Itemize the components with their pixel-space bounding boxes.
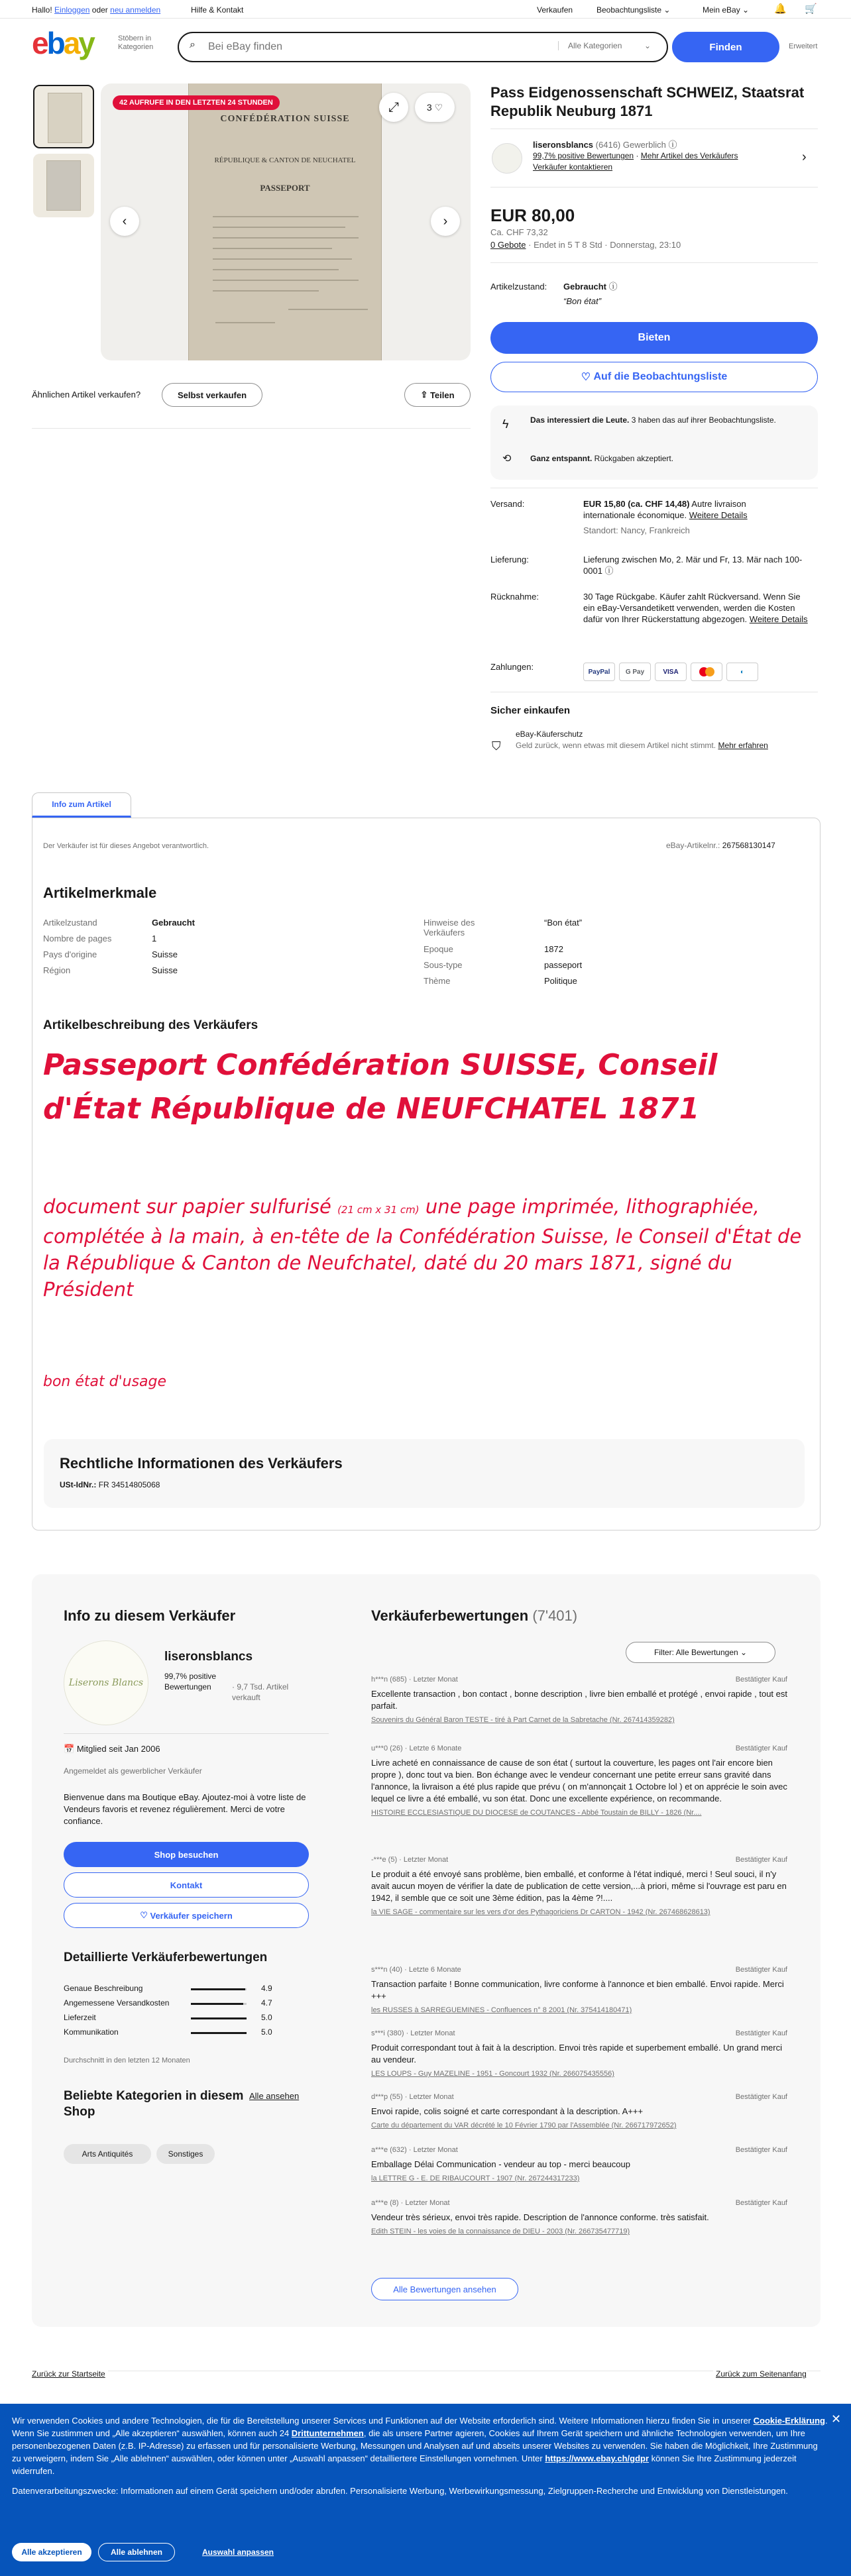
cookie-purposes: Datenverarbeitungszwecke: Informationen auf einem Gerät speichern und/oder abrufen. Personalisierte Werbung, Werbewirkungsmessung, Zielgruppen-Recherche und Entwicklung von Dienstleistungen.	[12, 2486, 788, 2496]
positive-feedback-link[interactable]: 99,7% positive Bewertungen	[533, 151, 634, 160]
verified-purchase: Bestätigter Kauf	[735, 2146, 787, 2154]
feedback-item	[371, 1854, 787, 1918]
sell-similar-button[interactable]: Selbst verkaufen	[162, 383, 262, 407]
delivery-info: Lieferung zwischen Mo, 2. Mär und Fr, 13. Mär nach 100-0001 ⓘ	[583, 555, 803, 576]
back-home-link[interactable]: Zurück zur Startseite	[32, 2369, 108, 2379]
feedback-user: s***i (380) · Letzter Monat	[371, 2029, 455, 2037]
lightning-icon: ϟ	[502, 417, 509, 431]
verified-purchase: Bestätigter Kauf	[735, 2199, 787, 2207]
feedback-user: s***n (40) · Letzte 6 Monate	[371, 1966, 461, 1974]
verified-purchase: Bestätigter Kauf	[735, 1744, 787, 1752]
cookie-text: Wir verwenden Cookies und andere Technologien, die für die Bereitstellung unserer Services und Funktionen auf der Website erforderlich sind. Weitere Informationen hierzu finden Sie in unserer Cookie-Erklärung. Wenn Sie zustimmen und „Alle akzeptieren“ auswählen, können auch 24 Drittunternehmen, die als unsere Partner agieren, Cookies auf Ihrem Gerät speichern und ähnliche Technologien verwenden, um Ihre personenbezogenen Daten (z.B. IP-Adresse) zu erfassen und für personalisierte Werbung, Messungen und Analysen auf und abseits unserer Websites zu verwenden. Sie haben die Möglichkeit, Ihre Zustimmung zu verweigern, indem Sie „Alle ablehnen“ auswählen, oder können unter „Auswahl anpassen“ detailliertere Einstellungen vornehmen. Unter https://www.ebay.ch/gdpr können Sie Ihre Zustimmung jederzeit widerrufen.	[12, 2416, 828, 2476]
mastercard-icon	[691, 663, 722, 681]
contact-button[interactable]: Kontakt	[64, 1872, 309, 1898]
more-items-link[interactable]: Mehr Artikel des Verkäufers	[640, 151, 738, 160]
feedback-text: Vendeur très sérieux, envoi très rapide. Description de l'annonce conforme. très satisfait.	[371, 2212, 709, 2222]
help-link[interactable]: Hilfe & Kontakt	[191, 5, 244, 15]
back-to-top-link[interactable]: Zurück zum Seitenanfang	[713, 2369, 807, 2379]
feedback-title: Verkäuferbewertungen (7'401)	[371, 1607, 578, 1624]
feedback-user: a***e (8) · Letzter Monat	[371, 2199, 450, 2207]
spec-value: Suisse	[152, 949, 178, 959]
spec-value: passeport	[544, 960, 583, 970]
shipping-details-link[interactable]: Weitere Details	[689, 510, 748, 520]
register-link[interactable]: neu anmelden	[110, 5, 161, 15]
feedback-item	[371, 1674, 787, 1726]
rating-value: 4.7	[261, 1998, 272, 2008]
spec-value: 1	[152, 934, 157, 943]
third-parties-link[interactable]: Drittunternehmen	[291, 2428, 364, 2438]
seller-positive: 99,7% positive Bewertungen	[164, 1672, 217, 1691]
feedback-item	[371, 2027, 787, 2080]
condition-label: Artikelzustand:	[490, 282, 547, 292]
verified-purchase: Bestätigter Kauf	[735, 1856, 787, 1864]
rating-value: 5.0	[261, 2027, 272, 2037]
bids-link[interactable]: 0 Gebote	[490, 240, 526, 250]
verified-purchase: Bestätigter Kauf	[735, 1966, 787, 1974]
seller-card: liseronsblancs (6416) Gewerblich ⓘ 99,7% positive Bewertungen · Mehr Artikel des Verkäufers Verkäufer kontaktieren	[533, 140, 738, 172]
bid-button[interactable]: Bieten	[490, 322, 818, 354]
condition-value: Gebraucht ⓘ	[563, 282, 618, 292]
divider	[490, 187, 818, 188]
search-bar	[178, 32, 668, 62]
spec-value: “Bon état”	[544, 918, 583, 928]
spec-label: Hinweise des Verkäufers	[424, 918, 475, 938]
rating-bar-fill	[191, 2032, 247, 2034]
category-select[interactable]: Alle Kategorien ⌄	[558, 41, 657, 50]
price: EUR 80,00	[490, 205, 575, 225]
feedback-user: u***0 (26) · Letzte 6 Monate	[371, 1744, 462, 1752]
cart-icon[interactable]: 🛒	[805, 3, 817, 15]
buyer-protection: eBay-Käuferschutz Geld zurück, wenn etwas mit diesem Artikel nicht stimmt. Mehr erfahren	[516, 729, 768, 750]
gdpr-link[interactable]: https://www.ebay.ch/gdpr	[545, 2453, 650, 2463]
spec-value: 1872	[544, 944, 563, 954]
verified-purchase: Bestätigter Kauf	[735, 2029, 787, 2037]
spec-label: Thème	[424, 976, 451, 986]
rating-label: Genaue Beschreibung	[64, 1984, 143, 1993]
seller-sold: · 9,7 Tsd. Artikel verkauft	[232, 1682, 289, 1702]
rating-bar-fill	[191, 2017, 247, 2019]
reject-all-button[interactable]: Alle ablehnen	[98, 2543, 175, 2561]
shipping-label: Versand:	[490, 499, 525, 509]
category-chip-arts-antiquites[interactable]: Arts Antiquités	[64, 2144, 151, 2164]
description-title: Artikelbeschreibung des Verkäufers	[43, 1018, 258, 1032]
search-icon: ⌕	[190, 39, 196, 50]
detailed-ratings-title: Detaillierte Verkäuferbewertungen	[64, 1951, 268, 1964]
rating-label: Kommunikation	[64, 2027, 119, 2037]
customize-button[interactable]: Auswahl anpassen	[201, 2547, 274, 2557]
seller-info-title: Info zu diesem Verkäufer	[64, 1607, 236, 1624]
returns-details-link[interactable]: Weitere Details	[749, 614, 808, 624]
passport-document-image: CONFÉDÉRATION SUISSE RÉPUBLIQUE & CANTON DE NEUCHATEL PASSEPORT	[188, 83, 382, 360]
divider	[490, 262, 818, 263]
sell-link[interactable]: Verkaufen	[537, 5, 573, 15]
interest-text: Das interessiert die Leute. 3 haben das auf ihrer Beobachtungsliste.	[530, 415, 776, 425]
feedback-item	[371, 2091, 787, 2131]
description-heading: Passeport Confédération SUISSE, Conseil d'État République de NEUFCHATEL 1871	[43, 1048, 718, 1126]
thumbnail-2[interactable]	[33, 154, 94, 217]
add-to-watchlist-button[interactable]: ♡ Auf die Beobachtungsliste	[490, 362, 818, 392]
feedback-item-link[interactable]: Carte du département du VAR décrété le 10 Février 1790 par l'Assemblée (Nr. 266717972652)	[371, 2121, 677, 2129]
search-input[interactable]	[208, 40, 539, 54]
rating-value: 5.0	[261, 2013, 272, 2022]
feedback-item	[371, 2144, 787, 2184]
feedback-text: Transaction parfaite ! Bonne communication, livre conforme à l'annonce et bien emballé. Envoi rapide. Merci +++	[371, 1979, 784, 2001]
returns-info: 30 Tage Rückgabe. Käufer zahlt Rückversand. Wenn Sie ein eBay-Versandetikett verwenden, werden die Kosten dafür von Ihrer Rückerstattung abgezogen. Weitere Details	[583, 592, 808, 624]
see-all-feedback-button[interactable]: Alle Bewertungen ansehen	[371, 2278, 518, 2300]
rating-bar-fill	[191, 1988, 245, 1990]
rating-label: Angemessene Versandkosten	[64, 1998, 170, 2008]
feedback-item-link[interactable]: Edith STEIN - les voies de la connaissance de DIEU - 2003 (Nr. 266735477719)	[371, 2227, 630, 2235]
shield-icon: ⛉	[492, 739, 501, 753]
shipping-info: EUR 15,80 (ca. CHF 14,48) Autre livraison internationale économique. Weitere Details Standort: Nancy, Frankreich	[583, 499, 748, 535]
feedback-item-link[interactable]: LES LOUPS - Guy MAZELINE - 1951 - Goncourt 1932 (Nr. 266075435556)	[371, 2070, 614, 2078]
rating-value: 4.9	[261, 1984, 272, 1993]
similar-item-text: Ähnlichen Artikel verkaufen?	[32, 390, 141, 400]
feedback-item	[371, 1964, 787, 2016]
ratings-note: Durchschnitt in den letzten 12 Monaten	[64, 2057, 190, 2065]
return-icon: ⟲	[502, 453, 512, 464]
seller-blurb: Bienvenue dans ma Boutique eBay. Ajoutez-moi à votre liste de Vendeurs favoris et revenez régulièrement. Merci de votre confiance.	[64, 1792, 306, 1826]
myebay-link[interactable]: Mein eBay ⌄	[703, 5, 750, 15]
feedback-item	[371, 1743, 787, 1819]
close-icon[interactable]: ✕	[831, 2412, 842, 2426]
item-info-panel	[32, 818, 821, 1530]
ebay-logo[interactable]: ebay	[32, 26, 93, 60]
watchlist-link[interactable]: Beobachtungsliste ⌄	[596, 5, 671, 15]
seller-avatar[interactable]	[492, 143, 522, 174]
seller-name[interactable]: liseronsblancs	[164, 1650, 253, 1664]
verified-purchase: Bestätigter Kauf	[735, 1676, 787, 1684]
popular-categories-title: Beliebte Kategorien in diesem Shop	[64, 2089, 244, 2119]
spec-value: Gebraucht	[152, 918, 196, 928]
seller-name[interactable]: liseronsblancs	[533, 140, 594, 150]
info-highlights	[490, 405, 818, 480]
spec-value: Suisse	[152, 965, 178, 975]
spec-label: Sous-type	[424, 960, 463, 970]
chevron-right-icon[interactable]: ›	[802, 150, 807, 164]
approx-price: Ca. CHF 73,32	[490, 227, 548, 237]
legal-info	[44, 1439, 805, 1508]
accept-all-button[interactable]: Alle akzeptieren	[12, 2543, 91, 2561]
learn-more-link[interactable]: Mehr erfahren	[718, 741, 768, 750]
payments-label: Zahlungen:	[490, 662, 534, 672]
advanced-search-link[interactable]: Erweitert	[789, 42, 818, 50]
save-seller-button[interactable]: ♡ Verkäufer speichern	[64, 1903, 309, 1928]
feedback-item-link[interactable]: la VIE SAGE - commentaire sur les vers d'or des Pythagoriciens Dr CARTON - 1942 (Nr. 267468628613)	[371, 1908, 710, 1916]
diners-icon: ◐	[726, 663, 758, 681]
feedback-item-link[interactable]: Souvenirs du Général Baron TESTE - tiré à Part Carnet de la Sabretache (Nr. 267414359282)	[371, 1716, 675, 1724]
feedback-text: Livre acheté en connaissance de cause de son état ( surtout la couverture, les pages ont l'air encore bien propre ), donc tout va bien. Bon échange avec le vendeur concernant une petite erreur sans gravité dans l'annonce, la livraison a été plus rapide que prévu ( on m'annonçait 1 Octobre lol ) et on apprécie le soin avec lequel ce livre a été emballé, vu son état. Donc une excellente expérience, on recommande.	[371, 1758, 787, 1803]
description-condition: bon état d'usage	[43, 1373, 167, 1390]
feedback-text: Excellente transaction , bon contact , bonne description , livre bien emballé et protégé , envoi rapide , tout est parfait.	[371, 1689, 787, 1711]
visa-icon: VISA	[655, 663, 687, 681]
rating-bar-fill	[191, 2003, 243, 2005]
feedback-text: Le produit a été envoyé sans problème, bien emballé, et conforme à l'état indiqué, merci ! Seul souci, il n'y avait aucun moyen de vérifier la date de publication de cette version,...à priori, même si l'ouvrage est paru en 1942, il semble que ce soit une 3ème édition, pas la 4ème ?!....	[371, 1869, 787, 1903]
spec-label: Nombre de pages	[43, 934, 112, 943]
vat-id: USt-IdNr.: FR 34514805068	[60, 1480, 160, 1489]
see-all-categories-link[interactable]: Alle ansehen	[249, 2091, 300, 2101]
share-button[interactable]: ⇪ Teilen	[404, 383, 471, 407]
rating-label: Lieferzeit	[64, 2013, 96, 2022]
category-chip-sonstiges[interactable]: Sonstiges	[156, 2144, 215, 2164]
feedback-item-link[interactable]: HISTOIRE ECCLESIASTIQUE DU DIOCESE de COUTANCES - Abbé Toustain de BILLY - 1826 (Nr....	[371, 1809, 702, 1817]
divider	[32, 428, 471, 429]
info-icon[interactable]: ⓘ	[604, 566, 614, 576]
spec-label: Pays d'origine	[43, 949, 97, 959]
googlepay-icon: G Pay	[619, 663, 651, 681]
seller-logo[interactable]: Liserons Blancs	[64, 1640, 148, 1725]
feedback-filter[interactable]: Filter: Alle Bewertungen ⌄	[626, 1642, 775, 1663]
condition-note: “Bon état”	[563, 296, 602, 306]
feedback-text: Envoi rapide, colis soigné et carte correspondant à la description. A+++	[371, 2106, 644, 2116]
auction-status: 0 Gebote · Endet in 5 T 8 Std · Donnerstag, 23:10	[490, 240, 681, 250]
verified-purchase: Bestätigter Kauf	[735, 2093, 787, 2101]
divider	[64, 1733, 329, 1734]
signin-link[interactable]: Einloggen	[54, 5, 90, 15]
feedback-text: Emballage Délai Communication - vendeur au top - merci beaucoup	[371, 2159, 630, 2169]
legal-title: Rechtliche Informationen des Verkäufers	[60, 1455, 343, 1472]
watch-count-button[interactable]: 3 ♡	[415, 93, 455, 122]
next-image-button[interactable]: ›	[431, 207, 460, 236]
feedback-user: -***e (5) · Letzter Monat	[371, 1856, 449, 1864]
description-body: document sur papier sulfurisé (21 cm x 31 cm) une page imprimée, lithographiée, complétée à la main, à en-tête de la Confédération Suisse, le Conseil d'État de la République & Canton de Neufchatel, daté du 20 mars 1871, signé du Président	[43, 1195, 802, 1301]
prev-image-button[interactable]: ‹	[110, 207, 139, 236]
feedback-user: h***n (685) · Letzter Monat	[371, 1676, 458, 1684]
spec-label: Artikelzustand	[43, 918, 97, 928]
seller-panel	[32, 1574, 821, 2327]
item-number: eBay-Artikelnr.: 267568130147	[666, 841, 775, 850]
main-image[interactable]	[101, 83, 471, 360]
member-since: 📅 Mitglied seit Jan 2006	[64, 1744, 160, 1754]
specs-title: Artikelmerkmale	[43, 885, 157, 901]
shop-by-category[interactable]: Stöbern in Kategorien	[118, 34, 154, 51]
spec-label: Epoque	[424, 944, 453, 954]
tab-info-zum-artikel[interactable]: Info zum Artikel	[32, 792, 131, 818]
search-button[interactable]: Finden	[672, 32, 779, 62]
visit-shop-button[interactable]: Shop besuchen	[64, 1842, 309, 1867]
info-icon[interactable]: ⓘ	[668, 140, 677, 150]
bell-icon[interactable]: 🔔	[774, 3, 787, 15]
feedback-user: a***e (632) · Letzter Monat	[371, 2146, 458, 2154]
info-icon[interactable]: ⓘ	[608, 282, 618, 292]
views-badge: 42 AUFRUFE IN DEN LETZTEN 24 STUNDEN	[113, 95, 280, 110]
feedback-item-link[interactable]: la LETTRE G - E. DE RIBAUCOURT - 1907 (Nr. 267244317233)	[371, 2174, 580, 2182]
paypal-icon: PayPal	[583, 663, 615, 681]
seller-responsible-note: Der Verkäufer ist für dieses Angebot verantwortlich.	[43, 842, 209, 850]
feedback-item	[371, 2197, 787, 2237]
spec-value: Politique	[544, 976, 577, 986]
contact-seller-link[interactable]: Verkäufer kontaktieren	[533, 162, 613, 172]
safe-shopping-title: Sicher einkaufen	[490, 705, 571, 716]
expand-icon[interactable]: ⤢	[379, 93, 408, 122]
cookie-statement-link[interactable]: Cookie-Erklärung	[753, 2416, 825, 2426]
returns-text: Ganz entspannt. Rückgaben akzeptiert.	[530, 454, 674, 463]
cookie-banner	[0, 2404, 851, 2576]
feedback-user: d***p (55) · Letzter Monat	[371, 2093, 454, 2101]
spec-label: Région	[43, 965, 71, 975]
feedback-item-link[interactable]: les RUSSES à SARREGUEMINES - Confluences n° 8 2001 (Nr. 375414180471)	[371, 2006, 632, 2014]
delivery-label: Lieferung:	[490, 555, 529, 564]
item-title: Pass Eidgenossenschaft SCHWEIZ, Staatsrat Republik Neuburg 1871	[490, 84, 805, 119]
feedback-text: Produit correspondant tout à fait à la description. Envoi très rapide et superbement emballé. Un grand merci au vendeur.	[371, 2043, 783, 2065]
returns-label: Rücknahme:	[490, 592, 539, 602]
thumbnail-1[interactable]	[33, 85, 94, 148]
top-bar	[0, 0, 851, 19]
greeting: Hallo! Einloggen oder neu anmelden	[32, 5, 161, 15]
registered-business: Angemeldet als gewerblicher Verkäufer	[64, 1766, 202, 1776]
